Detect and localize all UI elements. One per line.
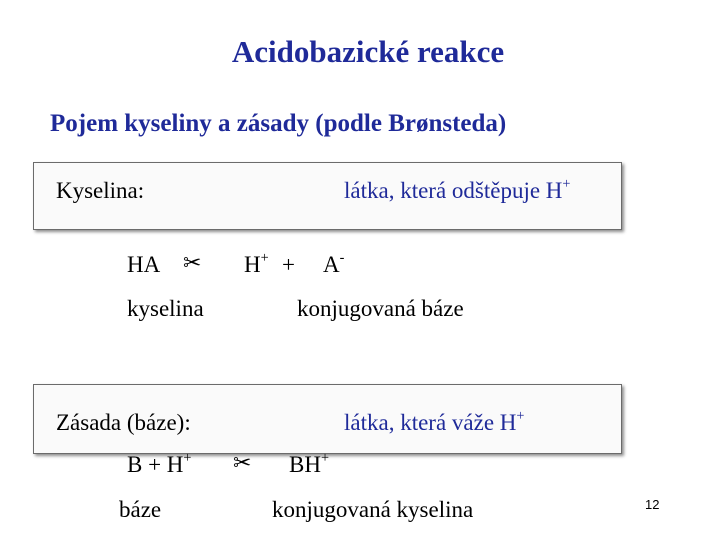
conjugate-base-label: konjugovaná báze	[297, 296, 464, 321]
acid-label: kyselina	[127, 296, 204, 321]
base-product	[289, 452, 329, 478]
acid-reactant: HA	[127, 252, 161, 277]
base-label: báze	[119, 497, 162, 522]
base-product-text: BH	[289, 452, 321, 477]
acid-product-anion	[323, 252, 344, 278]
proton-charge: +	[260, 250, 269, 267]
base-reactant-text: B + H	[127, 452, 184, 477]
proton-symbol: H	[244, 252, 261, 277]
base-definition-charge: +	[516, 408, 525, 425]
base-term: Zásada (báze):	[56, 410, 191, 435]
base-definition-text: látka, která váže H	[344, 410, 517, 435]
acid-product-proton	[244, 252, 269, 278]
scissors-icon: ✂	[183, 251, 202, 276]
scissors-icon: ✂	[233, 451, 252, 476]
slide-subtitle: Pojem kyseliny a zásady (podle Brønsteda)	[50, 110, 507, 137]
acid-definition-text: látka, která odštěpuje H	[344, 178, 563, 203]
base-product-charge: +	[320, 450, 329, 467]
base-reactant	[127, 452, 191, 478]
page-number: 12	[645, 497, 660, 512]
acid-definition-charge: +	[562, 176, 571, 193]
conjugate-acid-label: konjugovaná kyselina	[272, 497, 474, 522]
base-reactant-charge: +	[183, 450, 192, 467]
plus-sign: +	[282, 252, 295, 277]
acid-term: Kyselina:	[56, 178, 145, 203]
anion-charge: -	[339, 250, 345, 267]
slide-title: Acidobazické reakce	[231, 34, 505, 69]
acid-definition	[344, 178, 570, 204]
anion-symbol: A	[323, 252, 340, 277]
base-definition	[344, 410, 524, 436]
